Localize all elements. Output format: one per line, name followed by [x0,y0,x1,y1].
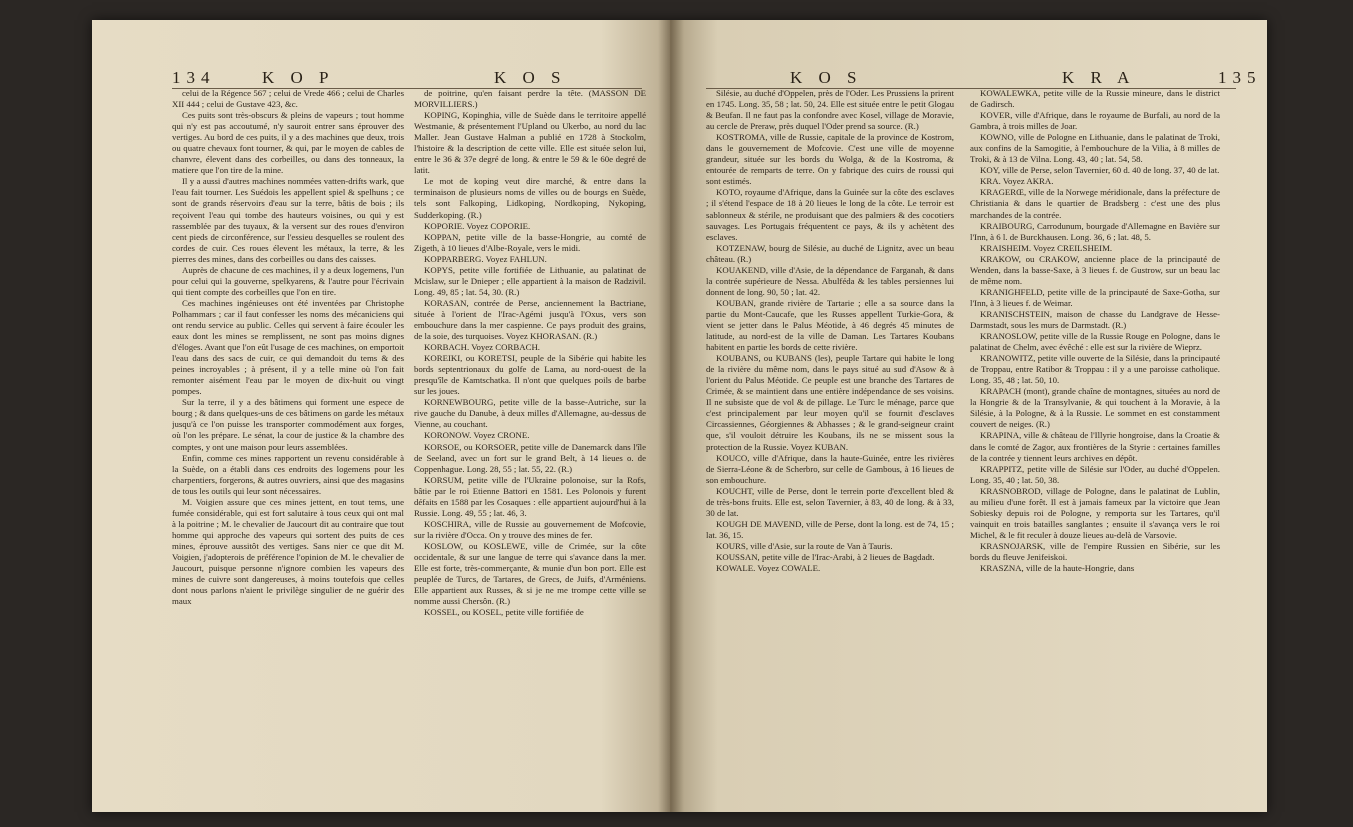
entry-paragraph: KOUBAN, grande rivière de Tartarie ; elle a sa source dans la partie du Mont-Caucafe, que les Russes appellent Turkie-Gora, & vient se jetter dans le Palus Méotide, à 46 degrés 45 minutes de latitude, au nord-est de la ville de Daman. Les Tartares Koubans habitent en partie les bords de cette rivière. [706,297,954,353]
entry-paragraph: KOTO, royaume d'Afrique, dans la Guinée sur la côte des esclaves ; il s'étend l'espace de 18 à 20 lieues le long de la côte. Le terroir est sablonneux & stérile, ne produisant que des palmiers & des cocotiers sauvages. Les Portugais fréquentent ce pays, & ils y achètent des esclaves. [706,187,954,242]
entry-paragraph: KRASZNA, ville de la haute-Hongrie, dans [980,563,1135,574]
entry-paragraph: KRAGERŒ, ville de la Norwege méridionale, dans la préfecture de Christiania & dans le quartier de Bradsberg : c'est une des plus marchandes de la contrée. [970,187,1220,220]
entry-paragraph: Enfin, comme ces mines rapportent un revenu considérable à la Suède, on a établi dans ces endroits des logemens pour les charpentiers, forgerons, & autres ouvriers, ainsi que des magasins de tous les outils qui leur sont nécessaires. [172,452,404,496]
entry-paragraph: KOSTROMA, ville de Russie, capitale de la province de Kostrom, dans le gouvernement de Mofcovie. C'est une ville de moyenne grandeur, située sur les bords du Wolga, & de la Kostroma, & entourée de remparts de terre. On y fabrique des cuirs de roussi qui sont estimés. [706,132,954,187]
left-column-1 [172,88,404,788]
open-book [92,20,1267,812]
entry-paragraph: KORNEWBOURG, petite ville de la basse-Autriche, sur la rive gauche du Danube, à deux milles d'Allemagne, au-dessus de Vienne, au couchant. [414,397,646,430]
entry-paragraph: KOPPAN, petite ville de la basse-Hongrie, au comté de Zigeth, à 10 lieues d'Albe-Royale, vers le midi. [414,231,646,253]
right-column-1 [706,88,954,788]
entry-paragraph: KRAPPITZ, petite ville de Silésie sur l'Oder, au duché d'Oppelen. Long. 35, 40 ; lat. 50, 38. [970,463,1220,485]
left-page-number: 134 [172,68,216,87]
entry-paragraph: KOUCHT, ville de Perse, dont le terrein porte d'excellent bled & de très-bons fruits. Elle est, selon Tavernier, à 83, 40 de long. & à 33, 30 de lat. [706,485,954,518]
entry-paragraph: KOUGH DE MAVEND, ville de Perse, dont la long. est de 74, 15 ; lat. 36, 15. [706,518,954,540]
entry-paragraph: KOUSSAN, petite ville de l'Irac-Arabi, à 2 lieues de Bagdadt. [716,551,935,562]
entry-paragraph: KOY, ville de Perse, selon Tavernier, 60 d. 40 de long. 37, 40 de lat. [980,165,1220,176]
entry-paragraph: KORSUM, petite ville de l'Ukraine polonoise, sur la Rofs, bâtie par le roi Etienne Battori en 1581. Les Polonois y furent défaits en 1588 par les Cosaques : elle appartient aujourd'hui à la Russie. Long. 49, 55 ; lat. 46, 3. [414,474,646,518]
entry-paragraph: KRAKOW, ou CRAKOW, ancienne place de la principauté de Wenden, dans la basse-Saxe, à 3 lieues f. de Gustrow, sur un beau lac de même nom. [970,253,1220,286]
entry-paragraph: KOSLOW, ou KOSLEWE, ville de Crimée, sur la côte occidentale, & sur une langue de terre qui s'avance dans la mer. Elle est forte, très-commerçante, & munie d'un bon port. Elle est peuplée de Turcs, de Tartares, de Grecs, de Juifs, d'Arméniens. Elle appartient aux Russes, & si je ne me trompe cette ville se nomme aussi Chersôn. (R.) [414,540,646,607]
entry-paragraph: KRASNOBROD, village de Pologne, dans le palatinat de Lublin, au milieu d'une forêt. Il est à jamais fameux par la victoire que Jean Sobiesky depuis roi de Pologne, y remporta sur les Tartares, qu'il vainquit en trois batailles sanglantes ; ensuite il s'avança vers le roi Michel, & le fit reculer à douze lieues au-delà de Varsovie. [970,485,1220,540]
right-column-2 [970,88,1220,788]
left-running-head-right: K O S [494,68,567,87]
entry-paragraph: KRAIBOURG, Carrodunum, bourgade d'Allemagne en Bavière sur l'Inn, à 6 l. de Burckhausen. Long. 36, 6 ; lat. 48, 5. [970,220,1220,242]
entry-paragraph: KRASNOJARSK, ville de l'empire Russien en Sibérie, sur les bords du fleuve Jenifeiskoi. [970,540,1220,562]
entry-paragraph: KOPYS, petite ville fortifiée de Lithuanie, au palatinat de Mcislaw, sur le Dnieper ; elle appartient à la maison de Radzivil. Long. 49, 85 ; lat. 54, 30. (R.) [414,264,646,297]
entry-paragraph: KRAPINA, ville & château de l'Illyrie hongroise, dans la Croatie & dans le comté de Zagor, aux frontières de la Styrie : certaines familles de la contrée y tiennent leurs archives en dépôt. [970,430,1220,463]
right-running-head-right: K R A [1062,68,1136,87]
entry-paragraph: KRA. Voyez AKRA. [980,176,1054,187]
entry-paragraph: Il y a aussi d'autres machines nommées vatten-drifts wark, que l'eau fait tourner. Les Suédois les appellent spiel & spelhuns ; ce sont de grands réservoirs d'eau sur la terre, bâtis de bois ; ils reçoivent l'eau qui tombe des hauteurs voisines, ou qui y est rassemblée par des tuyaux, & la versent sur des roues d'environ cent pieds de circonférence, sur l'essieu desquelles se roulent des cordes de cuir. Ces roues élevent les métaux, la terre, & les pierres des mines, dans des corbeilles ou dans des caisses. [172,176,404,264]
entry-paragraph: KORONOW. Voyez CRONE. [424,430,530,441]
left-column-2 [414,88,646,788]
entry-paragraph: KOUAKEND, ville d'Asie, de la dépendance de Farganah, & dans la contrée supérieure de Nessa. Abulféda & les tables persiennes lui donnent de long. 90, 50 ; lat. 42. [706,264,954,297]
entry-paragraph: M. Voigien assure que ces mines jettent, en tout tems, une fumée considérable, qui est fort salutaire à tous ceux qui ont mal à la poitrine ; M. le chevalier de Jaucourt dit au contraire que tout homme qui approche des vapeurs qui sortent des puits de ces mines, éprouve aussitôt des vertiges. Sans nier ce que dit M. Voigien, j'adopterois de préférence l'opinion de M. le chevalier de Jaucourt, puisque personne n'ignore combien les vapeurs des mines de cuivre sont dangereuses, à moins toutefois que celles dont nous parlons n'aient le privilège singulier de ne guérir des maux [172,496,404,607]
entry-paragraph: KRAPACH (mont), grande chaîne de montagnes, situées au nord de la Hongrie & de la Transylvanie, & qui touchent à la Moravie, à la Silésie, à la Pologne, & à la Russie. Le sommet en est constamment couvert de neiges. (R.) [970,386,1220,430]
entry-paragraph: KOWALEWKA, petite ville de la Russie mineure, dans le district de Gadirsch. [970,88,1220,110]
entry-paragraph: KOURS, ville d'Asie, sur la route de Van à Tauris. [716,540,893,551]
book-gutter [658,20,684,812]
entry-paragraph: Silésie, au duché d'Oppelen, près de l'Oder. Les Prussiens la prirent en 1745. Long. 35, 58 ; lat. 50, 24. Elle est située entre le petit Glogau & Beufan. Il ne faut pas la confondre avec Kosel, village de Moravie, au cercle de Preraw, près duquel l'Oder prend sa source. (R.) [706,88,954,132]
entry-paragraph: KRANOSLOW, petite ville de la Russie Rouge en Pologne, dans le palatinat de Chelm, avec évêché : elle est sur la rivière de Wieprz. [970,331,1220,353]
entry-paragraph: celui de la Régence 567 ; celui de Vrede 466 ; celui de Charles XII 444 ; celui de Gustave 423, &c. [172,88,404,110]
entry-paragraph: KOUCO, ville d'Afrique, dans la haute-Guinée, entre les rivières de Sierra-Léone & de Scherbro, sur celle de Gambous, à 16 lieues de son embouchure. [706,452,954,485]
entry-paragraph: KOTZENAW, bourg de Silésie, au duché de Lignitz, avec un beau château. (R.) [706,242,954,264]
entry-paragraph: KRANISCHSTEIN, maison de chasse du Landgrave de Hesse-Darmstadt, sous les murs de Darmstadt. (R.) [970,308,1220,330]
entry-paragraph: KOSSEL, ou KOSEL, petite ville fortifiée de [424,607,584,618]
right-running-head-left: K O S [790,68,863,87]
entry-paragraph: KOPING, Kopinghia, ville de Suède dans le territoire appellé Westmanie, & présentement l'Upland ou Ukerbo, au nord du lac Maller. Jean Gustave Halman a publié en 1728 à Stockolm, l'histoire & la description de cette ville. Elle est située selon lui, entre le 36 & 37e degré de long. & entre le 59 & le 60e degré de latit. [414,110,646,176]
entry-paragraph: Auprès de chacune de ces machines, il y a deux logemens, l'un pour celui qui la gouverne, spelkyarens, & l'autre pour l'écrivain qui tient compte des corbeilles que l'on en tire. [172,264,404,297]
left-running-head-left: K O P [262,68,335,87]
left-page [92,20,670,812]
right-page [670,20,1267,812]
entry-paragraph: KOUBANS, ou KUBANS (les), peuple Tartare qui habite le long de la rivière du même nom, dans le pays situé au sud d'Asow & à l'orient du Palus Méotide. Ce peuple est une branche des Tartares de Crimée, & se maintient dans une entière indépendance de ses voisins. Il ne subsiste que de vol & de pillage. Le Turc le ménage, parce que c'est principalement par leur moyen qu'il se fournit d'esclaves Circassiennes, Géorgiennes & Abhasses ; & le grand-seigneur craint que, s'il vouloit détruire les Koubans, ils ne se missent sous la protection de la Russie. Voyez KUBAN. [706,353,954,452]
entry-paragraph: KOREIKI, ou KORETSI, peuple de la Sibérie qui habite les bords septentrionaux du golfe de Lama, au nord-ouest de la presqu'île de Kamtschatka. Il n'ont que quelques poils de barbe sur les joues. [414,353,646,397]
entry-paragraph: de poitrine, qu'en faisant perdre la tête. (MASSON DE MORVILLIERS.) [414,88,646,110]
entry-paragraph: KORBACH. Voyez CORBACH. [424,342,541,353]
entry-paragraph: KOWNO, ville de Pologne en Lithuanie, dans le palatinat de Troki, aux confins de la Samogitie, à l'embouchure de la Vilia, à 8 milles de Troki, & à 13 de Vilna. Long. 43, 40 ; lat. 54, 58. [970,132,1220,165]
entry-paragraph: Ces machines ingénieuses ont été inventées par Christophe Polhammars ; car il faut confesser les noms des mécaniciens qui ont rendu service au public. Celles qui servent à faire écouler les eaux dont les mines se remplissent, ne sont pas moins dignes d'éloges. Avant que l'on eût l'usage de ces machines, on emportoit l'eau dans des sacs de cuir, ce qui demandoit du tems & des peines incroyables ; à présent, il y a telle mine où l'on fait remonter aisément l'eau par le moyen de dix-huit ou vingt pompes. [172,297,404,397]
entry-paragraph: KRANIGHFELD, petite ville de la principauté de Saxe-Gotha, sur l'Inn, à 3 lieues f. de Weimar. [970,286,1220,308]
entry-paragraph: KOPPARBERG. Voyez FAHLUN. [424,253,547,264]
entry-paragraph: KOPORIE. Voyez COPORIE. [424,220,531,231]
right-page-number: 135 [1218,68,1262,87]
entry-paragraph: KORSOE, ou KORSOER, petite ville de Danemarck dans l'île de Seeland, avec un fort sur le grand Belt, à 14 lieues o. de Coppenhague. Long. 28, 55 ; lat. 55, 22. (R.) [414,441,646,474]
entry-paragraph: Sur la terre, il y a des bâtimens qui forment une espece de bourg ; & dans quelques-uns de ces bâtimens on garde les métaux jusqu'à ce l'on puisse les transporter commodément aux forges, où l'on les prépare. Le sénat, la cour de justice & la chambre des comptes, y ont une maison pour leurs assemblées. [172,397,404,452]
entry-paragraph: KOSCHIRA, ville de Russie au gouvernement de Mofcovie, sur la rivière d'Occa. On y trouve des mines de fer. [414,518,646,540]
entry-paragraph: Le mot de koping veut dire marché, & entre dans la terminaison de plusieurs noms de villes ou de bourgs en Suède, tels sont Falkoping, Lidkoping, Nordkoping, Nykoping, Sudderkoping. (R.) [414,176,646,220]
entry-paragraph: Ces puits sont très-obscurs & pleins de vapeurs ; tout homme qui n'y est pas accoutumé, n'y sauroit entrer sans éprouver des vertiges. Au bord de ces puits, il y a des machines que deux, trois ou quatre chevaux font tourner, & qui, par le moyen de cables de chanvre, élevent dans des corbeilles, ou dans des tonneaux, la matiere que l'on tire de la mine. [172,110,404,176]
entry-paragraph: KRANOWITZ, petite ville ouverte de la Silésie, dans la principauté de Troppau, entre Ratibor & Troppau : il y a une paroisse catholique. Long. 35, 48 ; lat. 50, 10. [970,353,1220,386]
entry-paragraph: KOVER, ville d'Afrique, dans le royaume de Burfali, au nord de la Gambra, à trois milles de Joar. [970,110,1220,132]
entry-paragraph: KORASAN, contrée de Perse, anciennement la Bactriane, située à l'orient de l'Irac-Agémi jusqu'à l'Oxus, vers son embouchure dans la mer caspienne. Ce pays produit des grains, de la soie, des turquoises. Voyez KHORASAN. (R.) [414,297,646,342]
entry-paragraph: KRAISHEIM. Voyez CREILSHEIM. [980,242,1113,253]
entry-paragraph: KOWALE. Voyez COWALE. [716,563,821,574]
